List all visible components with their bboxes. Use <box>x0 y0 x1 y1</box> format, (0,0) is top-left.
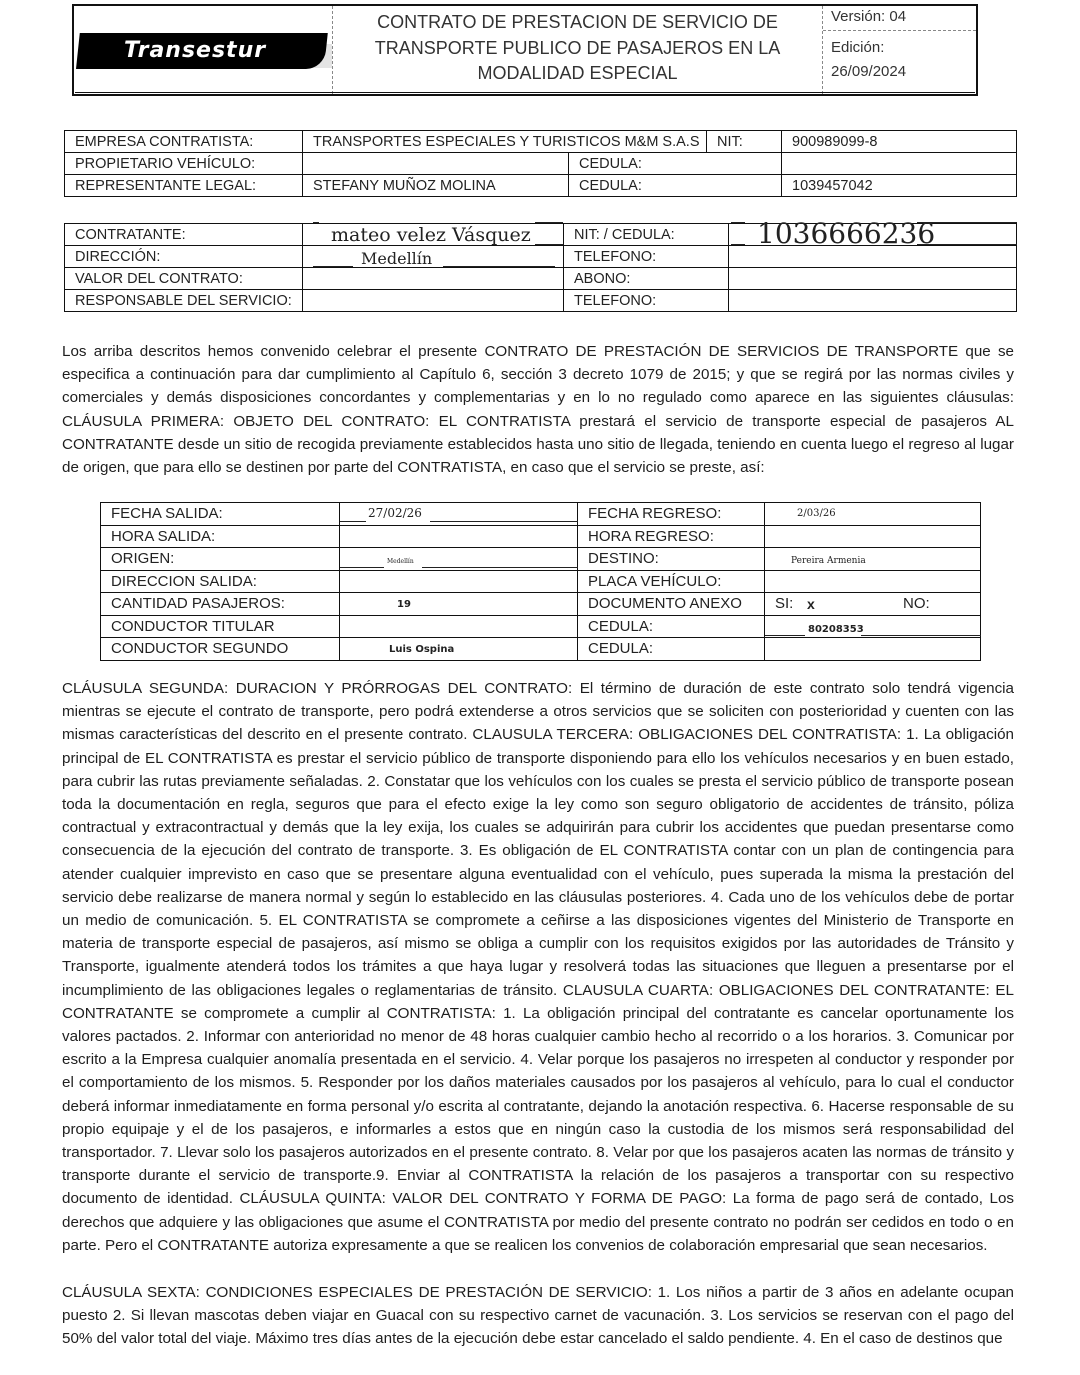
cantidad-label: CANTIDAD PASAJEROS: <box>101 593 340 616</box>
cedula-titular-value: 80208353 <box>808 623 864 635</box>
responsable-telefono-label: TELEFONO: <box>564 290 729 312</box>
nit-value[interactable]: 900989099-8 <box>782 131 1017 153</box>
si-checkmark[interactable]: x <box>807 596 815 612</box>
contractor-table <box>64 130 1017 197</box>
origen-cell[interactable] <box>340 548 578 571</box>
cantidad-cell[interactable] <box>340 593 578 616</box>
empresa-label: EMPRESA CONTRATISTA: <box>65 131 303 153</box>
placa-label: PLACA VEHÍCULO: <box>578 570 765 593</box>
fecha-regreso-label: FECHA REGRESO: <box>578 503 765 526</box>
placa-value[interactable] <box>765 570 981 593</box>
table-row <box>101 503 981 526</box>
fecha-salida-cell[interactable] <box>340 503 578 526</box>
fecha-salida-label: FECHA SALIDA: <box>101 503 340 526</box>
propietario-value[interactable] <box>303 153 569 175</box>
fecha-regreso-cell[interactable] <box>765 503 981 526</box>
conductor-segundo-label: CONDUCTOR SEGUNDO <box>101 638 340 661</box>
no-label[interactable]: NO: <box>903 595 930 612</box>
client-table <box>64 217 1017 312</box>
responsable-telefono-value[interactable] <box>729 290 1017 312</box>
title-line-1: CONTRATO DE PRESTACION DE SERVICIO DE <box>377 12 778 32</box>
cedula-titular-label: CEDULA: <box>578 615 765 638</box>
origen-label: ORIGEN: <box>101 548 340 571</box>
clause-six-paragraph: CLÁUSULA SEXTA: CONDICIONES ESPECIALES DE PRESTACIÓN DE SERVICIO: 1. Los niños a partir de 3 años en adelante ocupan puesto 2. Si llevan mascotas deben viajar en Guacal con su respectivo carnet de vacunación. 3. Los servicios se reservan con el pago del 50% del valor total del viaje. Máximo tres días antes de la ejecución debe estar cancelado el saldo pendiente. 4. En el caso de destinos que <box>62 1284 1014 1348</box>
table-row <box>65 131 1017 153</box>
contratante-label: CONTRATANTE: <box>65 224 303 246</box>
abono-value[interactable] <box>729 268 1017 290</box>
document-header <box>72 4 978 96</box>
hora-regreso-label: HORA REGRESO: <box>578 525 765 548</box>
representante-label: REPRESENTANTE LEGAL: <box>65 175 303 197</box>
direccion-value: Medellín <box>361 249 433 268</box>
abono-label: ABONO: <box>564 268 729 290</box>
document-meta <box>823 6 976 94</box>
clauses-paragraph: CLÁUSULA SEGUNDA: DURACION Y PRÓRROGAS DEL CONTRATO: El término de duración de este contrato solo tendrá vigencia mientras se ejecute el contrato de transporte, pero podrá extenderse a otros servicios que se soliciten con posterioridad y cuenten con las mismas características del descrito en el presente contrato. CLAUSULA TERCERA: OBLIGACIONES DEL CONTRATISTA: 1. La obligación principal de EL CONTRATISTA es prestar el servicio público de transporte disponiendo para ello los vehículos necesarios y en buen estado, para cubrir las rutas previamente señaladas. 2. Constatar que los vehículos con los cuales se presta el servicio público de transporte posean toda la documentación en regla, seguros que para el efecto exige la ley como son seguro obligatorio de accidentes de tránsito, póliza contractual y extracontractual y demás que la ley exija, los cuales se adquirirán para cubrir los accidentes que puedan presentarse como consecuencia de la ejecución del contrato de transporte. 3. Es obligación de EL CONTRATISTA contar con un plan de contingencia para atender cualquier imprevisto en caso que se presentare alguna eventualidad con el vehículo, pues superada la misma la prestación del servicio debe realizarse de manera normal y según lo establecido en las cláusulas posteriores. 4. Cada uno de los vehículos debe de portar un medio de comunicación. 5. EL CONTRATISTA se compromete a ceñirse a las disposiciones vigentes del Ministerio de Transporte en materia de transporte especial de pasajeros, así mismo se obliga a cumplir con los requisitos exigidos por las autoridades de Tránsito y Transporte, igualmente atenderá todos los trámites a que haya lugar y resolverá todas las situaciones que lleguen a presentarse por el incumplimiento de las obligaciones legales o reglamentarias de tránsito. CLAUSULA CUARTA: OBLIGACIONES DEL CONTRATANTE: EL CONTRATANTE se compromete a cumplir al CONTRATISTA: 1. La obligación principal del contratante es cancelar oportunamente los valores pactados. 2. Informar con anterioridad no menor de 48 horas cualquier cambio hecho al recorrido o a los horarios. 3. Comunicar por escrito a la Empresa cualquier anomalía presentada en el servicio. 4. Velar porque los pasajeros no irrespeten al conductor y responder por el comportamiento de los mismos. 5. Responder por los daños materiales causados por los pasajeros al vehículo, para lo cual el conductor deberá informar inmediatamente en forma personal y/o escrita al contratante, dejando la anotación respectiva. 6. Hacerse responsable de su propio equipaje y el de los pasajeros, e informarles a estos que en ningún caso la custodia de los mismos será responsabilidad del transportador. 7. Llevar solo los pasajeros autorizados en el presente contrato. 8. Velar por que los pasajeros acaten las normas de tránsito y transporte durante el servicio de transporte.9. Enviar al CONTRATISTA la relación de los pasajeros a transportar con su respectivo documento de identidad. CLÁUSULA QUINTA: VALOR DEL CONTRATO Y FORMA DE PAGO: La forma de pago será de contado, Los derechos que adquiere y las obligaciones que asume el CONTRATISTA por medio del presente contrato no podrán ser cedidos en todo o en parte. Pero el CONTRATANTE autoriza expresamente a que se realicen los convenios de colaboración empresarial que sean necesarios. <box>62 680 1014 1254</box>
telefono-value[interactable] <box>729 246 1017 268</box>
title-line-2: TRANSPORTE PUBLICO DE PASAJEROS EN LA <box>374 37 781 58</box>
table-row <box>101 593 981 616</box>
table-row <box>101 525 981 548</box>
table-row <box>65 290 1017 312</box>
hora-salida-value[interactable] <box>340 525 578 548</box>
destino-cell[interactable] <box>765 548 981 571</box>
table-row <box>65 175 1017 197</box>
trip-details-table <box>100 502 981 661</box>
logo-text: Transestur <box>124 38 267 63</box>
propietario-label: PROPIETARIO VEHÍCULO: <box>65 153 303 175</box>
table-row <box>65 246 1017 268</box>
direccion-label: DIRECCIÓN: <box>65 246 303 268</box>
destino-label: DESTINO: <box>578 548 765 571</box>
representante-cedula-label: CEDULA: <box>569 175 782 197</box>
nit-cedula-value: 1036666236 <box>757 217 936 250</box>
cedula-titular-cell[interactable] <box>765 615 981 638</box>
conductor-titular-value[interactable] <box>340 615 578 638</box>
nit-cedula-cell[interactable] <box>729 217 1017 250</box>
table-row <box>65 153 1017 175</box>
document-title <box>333 6 823 94</box>
destino-value: Pereira Armenia <box>791 556 866 566</box>
fecha-regreso-value: 2/03/26 <box>797 508 836 519</box>
cedula-segundo-label: CEDULA: <box>578 638 765 661</box>
contratante-value: mateo velez Vásquez <box>331 224 531 246</box>
table-row <box>65 268 1017 290</box>
edition-date: 26/09/2024 <box>831 63 907 80</box>
representante-cedula-value[interactable]: 1039457042 <box>782 175 1017 197</box>
cedula-segundo-value[interactable] <box>765 638 981 661</box>
edition-label: Edición: <box>831 39 885 56</box>
intro-paragraph: Los arriba descritos hemos convenido celebrar el presente CONTRATO DE PRESTACIÓN DE SERVICIOS DE TRANSPORTE que se especifica a continuación para dar cumplimiento al Capítulo 6, sección 3 decreto 1079 de 2015; y que se regirá por las normas civiles y comerciales y demás disposiciones concordantes y complementarias y en lo no regulado como aparece en las siguientes cláusulas: CLÁUSULA PRIMERA: OBJETO DEL CONTRATO: EL CONTRATISTA prestará el servicio de transporte especial de pasajeros AL CONTRATANTE desde un sitio de recogida previamente establecidos hasta uno sitio de llegada, teniendo en cuenta luego el regreso al lugar de origen, que para ello se destinen por parte del CONTRATISTA, en caso que el servicio se preste, así: <box>62 343 1014 477</box>
si-label: SI: <box>775 595 794 613</box>
company-logo <box>74 6 333 94</box>
direccion-salida-value[interactable] <box>340 570 578 593</box>
origen-value: Medellín <box>387 558 414 565</box>
conductor-segundo-value: Luis Ospina <box>389 644 455 655</box>
table-row <box>65 224 1017 246</box>
conductor-titular-label: CONDUCTOR TITULAR <box>101 615 340 638</box>
documento-cell[interactable] <box>765 593 981 616</box>
fecha-salida-value: 27/02/26 <box>368 506 422 520</box>
contratante-cell[interactable] <box>303 224 564 246</box>
empresa-value[interactable]: TRANSPORTES ESPECIALES Y TURISTICOS M&M S.A.S <box>303 131 707 153</box>
hora-salida-label: HORA SALIDA: <box>101 525 340 548</box>
telefono-label: TELEFONO: <box>564 246 729 268</box>
propietario-cedula-value[interactable] <box>782 153 1017 175</box>
edition-block <box>823 31 976 84</box>
table-row <box>101 548 981 571</box>
direccion-salida-label: DIRECCION SALIDA: <box>101 570 340 593</box>
conductor-segundo-cell[interactable] <box>340 638 578 661</box>
responsable-value[interactable] <box>303 290 564 312</box>
propietario-cedula-label: CEDULA: <box>569 153 782 175</box>
representante-value[interactable]: STEFANY MUÑOZ MOLINA <box>303 175 569 197</box>
cantidad-value: 19 <box>397 599 411 610</box>
nit-cedula-label: NIT: / CEDULA: <box>564 224 729 246</box>
table-row <box>101 570 981 593</box>
table-row <box>101 638 981 661</box>
responsable-label: RESPONSABLE DEL SERVICIO: <box>65 290 303 312</box>
documento-label: DOCUMENTO ANEXO <box>578 593 765 616</box>
table-row <box>101 615 981 638</box>
direccion-cell[interactable] <box>303 246 564 268</box>
valor-value[interactable] <box>303 268 564 290</box>
title-line-3: MODALIDAD ESPECIAL <box>477 63 678 83</box>
valor-label: VALOR DEL CONTRATO: <box>65 268 303 290</box>
hora-regreso-value[interactable] <box>765 525 981 548</box>
version-label: Versión: 04 <box>823 6 976 31</box>
nit-label: NIT: <box>707 131 782 153</box>
